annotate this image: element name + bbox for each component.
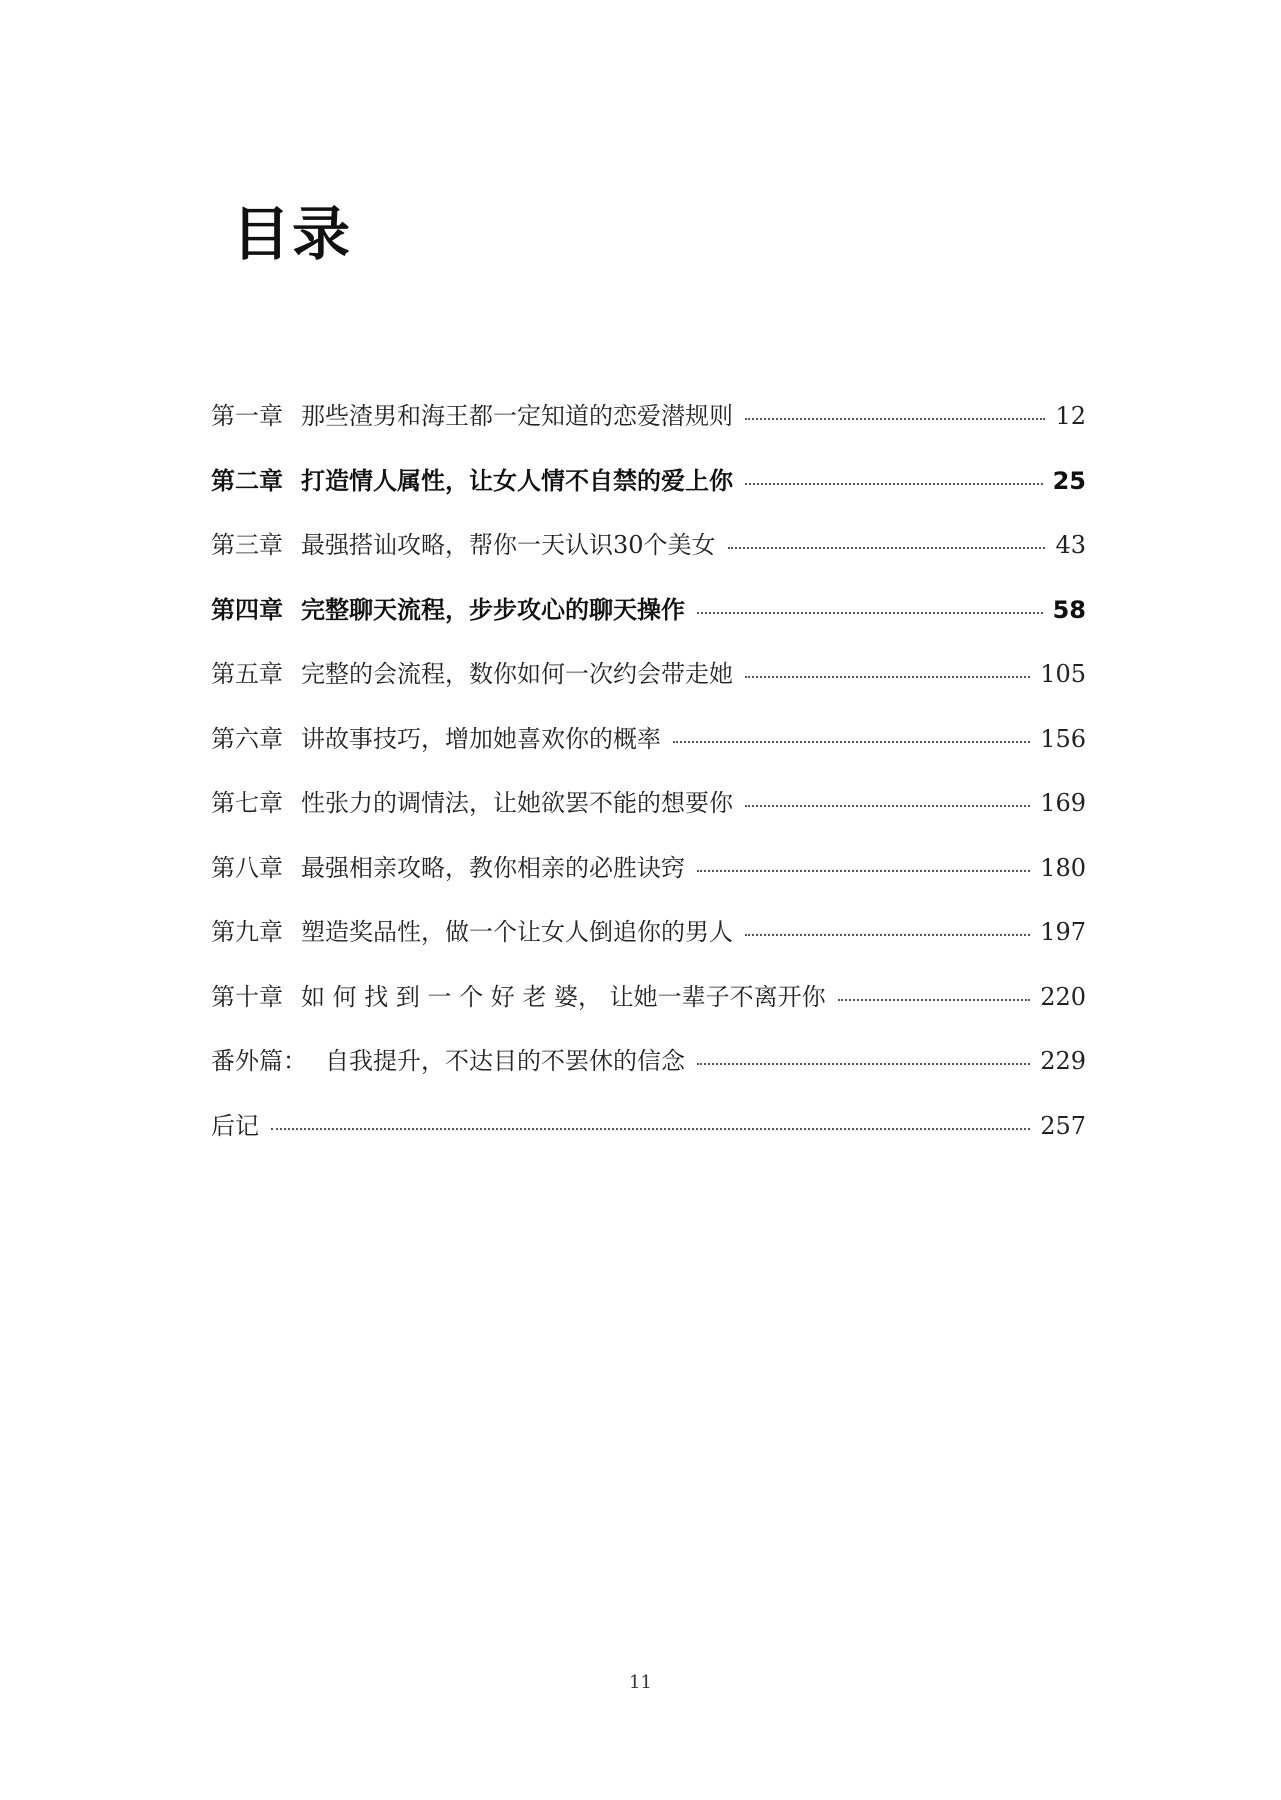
dot-leader bbox=[697, 1063, 1030, 1065]
chapter-page-number: 156 bbox=[1040, 724, 1086, 753]
chapter-label: 第七章 bbox=[211, 789, 283, 817]
chapter-label: 后记 bbox=[211, 1111, 259, 1140]
chapter-label: 第九章 bbox=[211, 918, 283, 946]
toc-entry-8[interactable] bbox=[211, 848, 1086, 913]
toc-entry-3[interactable] bbox=[211, 525, 1086, 590]
toc-entry-6[interactable] bbox=[211, 719, 1086, 784]
dot-leader bbox=[697, 612, 1043, 614]
chapter-page-number: 169 bbox=[1040, 789, 1086, 817]
toc-entry-5[interactable] bbox=[211, 654, 1086, 719]
chapter-page-number: 257 bbox=[1040, 1111, 1086, 1140]
chapter-title: 性张力的调情法，让她欲罢不能的想要你 bbox=[301, 789, 733, 817]
chapter-title: 那些渣男和海王都一定知道的恋爱潜规则 bbox=[301, 402, 733, 430]
table-of-contents bbox=[211, 396, 1086, 1170]
dot-leader bbox=[673, 741, 1030, 743]
chapter-page-number: 220 bbox=[1040, 982, 1086, 1011]
chapter-label: 第五章 bbox=[211, 660, 283, 688]
toc-entry-1[interactable] bbox=[211, 396, 1086, 461]
chapter-page-number: 58 bbox=[1052, 595, 1086, 624]
chapter-title: 打造情人属性，让女人情不自禁的爱上你 bbox=[301, 466, 733, 495]
chapter-page-number: 43 bbox=[1055, 531, 1086, 559]
chapter-page-number: 12 bbox=[1055, 402, 1086, 430]
dot-leader bbox=[838, 999, 1031, 1001]
toc-entry-10[interactable] bbox=[211, 977, 1086, 1042]
footer-page-number: 11 bbox=[629, 1672, 652, 1693]
dot-leader bbox=[728, 547, 1046, 549]
chapter-label: 第三章 bbox=[211, 531, 283, 559]
chapter-label: 第十章 bbox=[211, 982, 283, 1011]
chapter-title: 最强相亲攻略，教你相亲的必胜诀窍 bbox=[301, 853, 685, 882]
toc-entry-9[interactable] bbox=[211, 912, 1086, 977]
chapter-page-number: 105 bbox=[1040, 660, 1086, 688]
chapter-page-number: 180 bbox=[1040, 853, 1086, 882]
chapter-label: 第八章 bbox=[211, 853, 283, 882]
chapter-label: 番外篇： bbox=[211, 1047, 307, 1075]
dot-leader bbox=[745, 934, 1030, 936]
toc-entry-afterword[interactable] bbox=[211, 1106, 1086, 1171]
chapter-title: 如 何 找 到 一 个 好 老 婆， 让她一辈子不离开你 bbox=[301, 982, 826, 1011]
chapter-title: 完整聊天流程，步步攻心的聊天操作 bbox=[301, 595, 685, 624]
chapter-title: 塑造奖品性，做一个让女人倒追你的男人 bbox=[301, 918, 733, 946]
page-title: 目录 bbox=[232, 200, 353, 268]
chapter-title: 最强搭讪攻略，帮你一天认识30个美女 bbox=[301, 531, 716, 559]
dot-leader bbox=[745, 483, 1043, 485]
chapter-label: 第一章 bbox=[211, 402, 283, 430]
toc-entry-extra[interactable] bbox=[211, 1041, 1086, 1106]
toc-entry-4[interactable] bbox=[211, 590, 1086, 655]
chapter-title: 自我提升，不达目的不罢休的信念 bbox=[325, 1047, 685, 1075]
toc-entry-7[interactable] bbox=[211, 783, 1086, 848]
chapter-title: 完整的会流程，数你如何一次约会带走她 bbox=[301, 660, 733, 688]
toc-entry-2[interactable] bbox=[211, 461, 1086, 526]
chapter-page-number: 197 bbox=[1040, 918, 1086, 946]
dot-leader bbox=[271, 1128, 1030, 1130]
dot-leader bbox=[745, 418, 1045, 420]
dot-leader bbox=[745, 805, 1030, 807]
dot-leader bbox=[697, 870, 1030, 872]
chapter-label: 第二章 bbox=[211, 466, 283, 495]
dot-leader bbox=[745, 676, 1030, 678]
chapter-page-number: 229 bbox=[1040, 1047, 1086, 1075]
chapter-title: 讲故事技巧，增加她喜欢你的概率 bbox=[301, 724, 661, 753]
chapter-page-number: 25 bbox=[1052, 466, 1086, 495]
chapter-label: 第六章 bbox=[211, 724, 283, 753]
chapter-label: 第四章 bbox=[211, 595, 283, 624]
